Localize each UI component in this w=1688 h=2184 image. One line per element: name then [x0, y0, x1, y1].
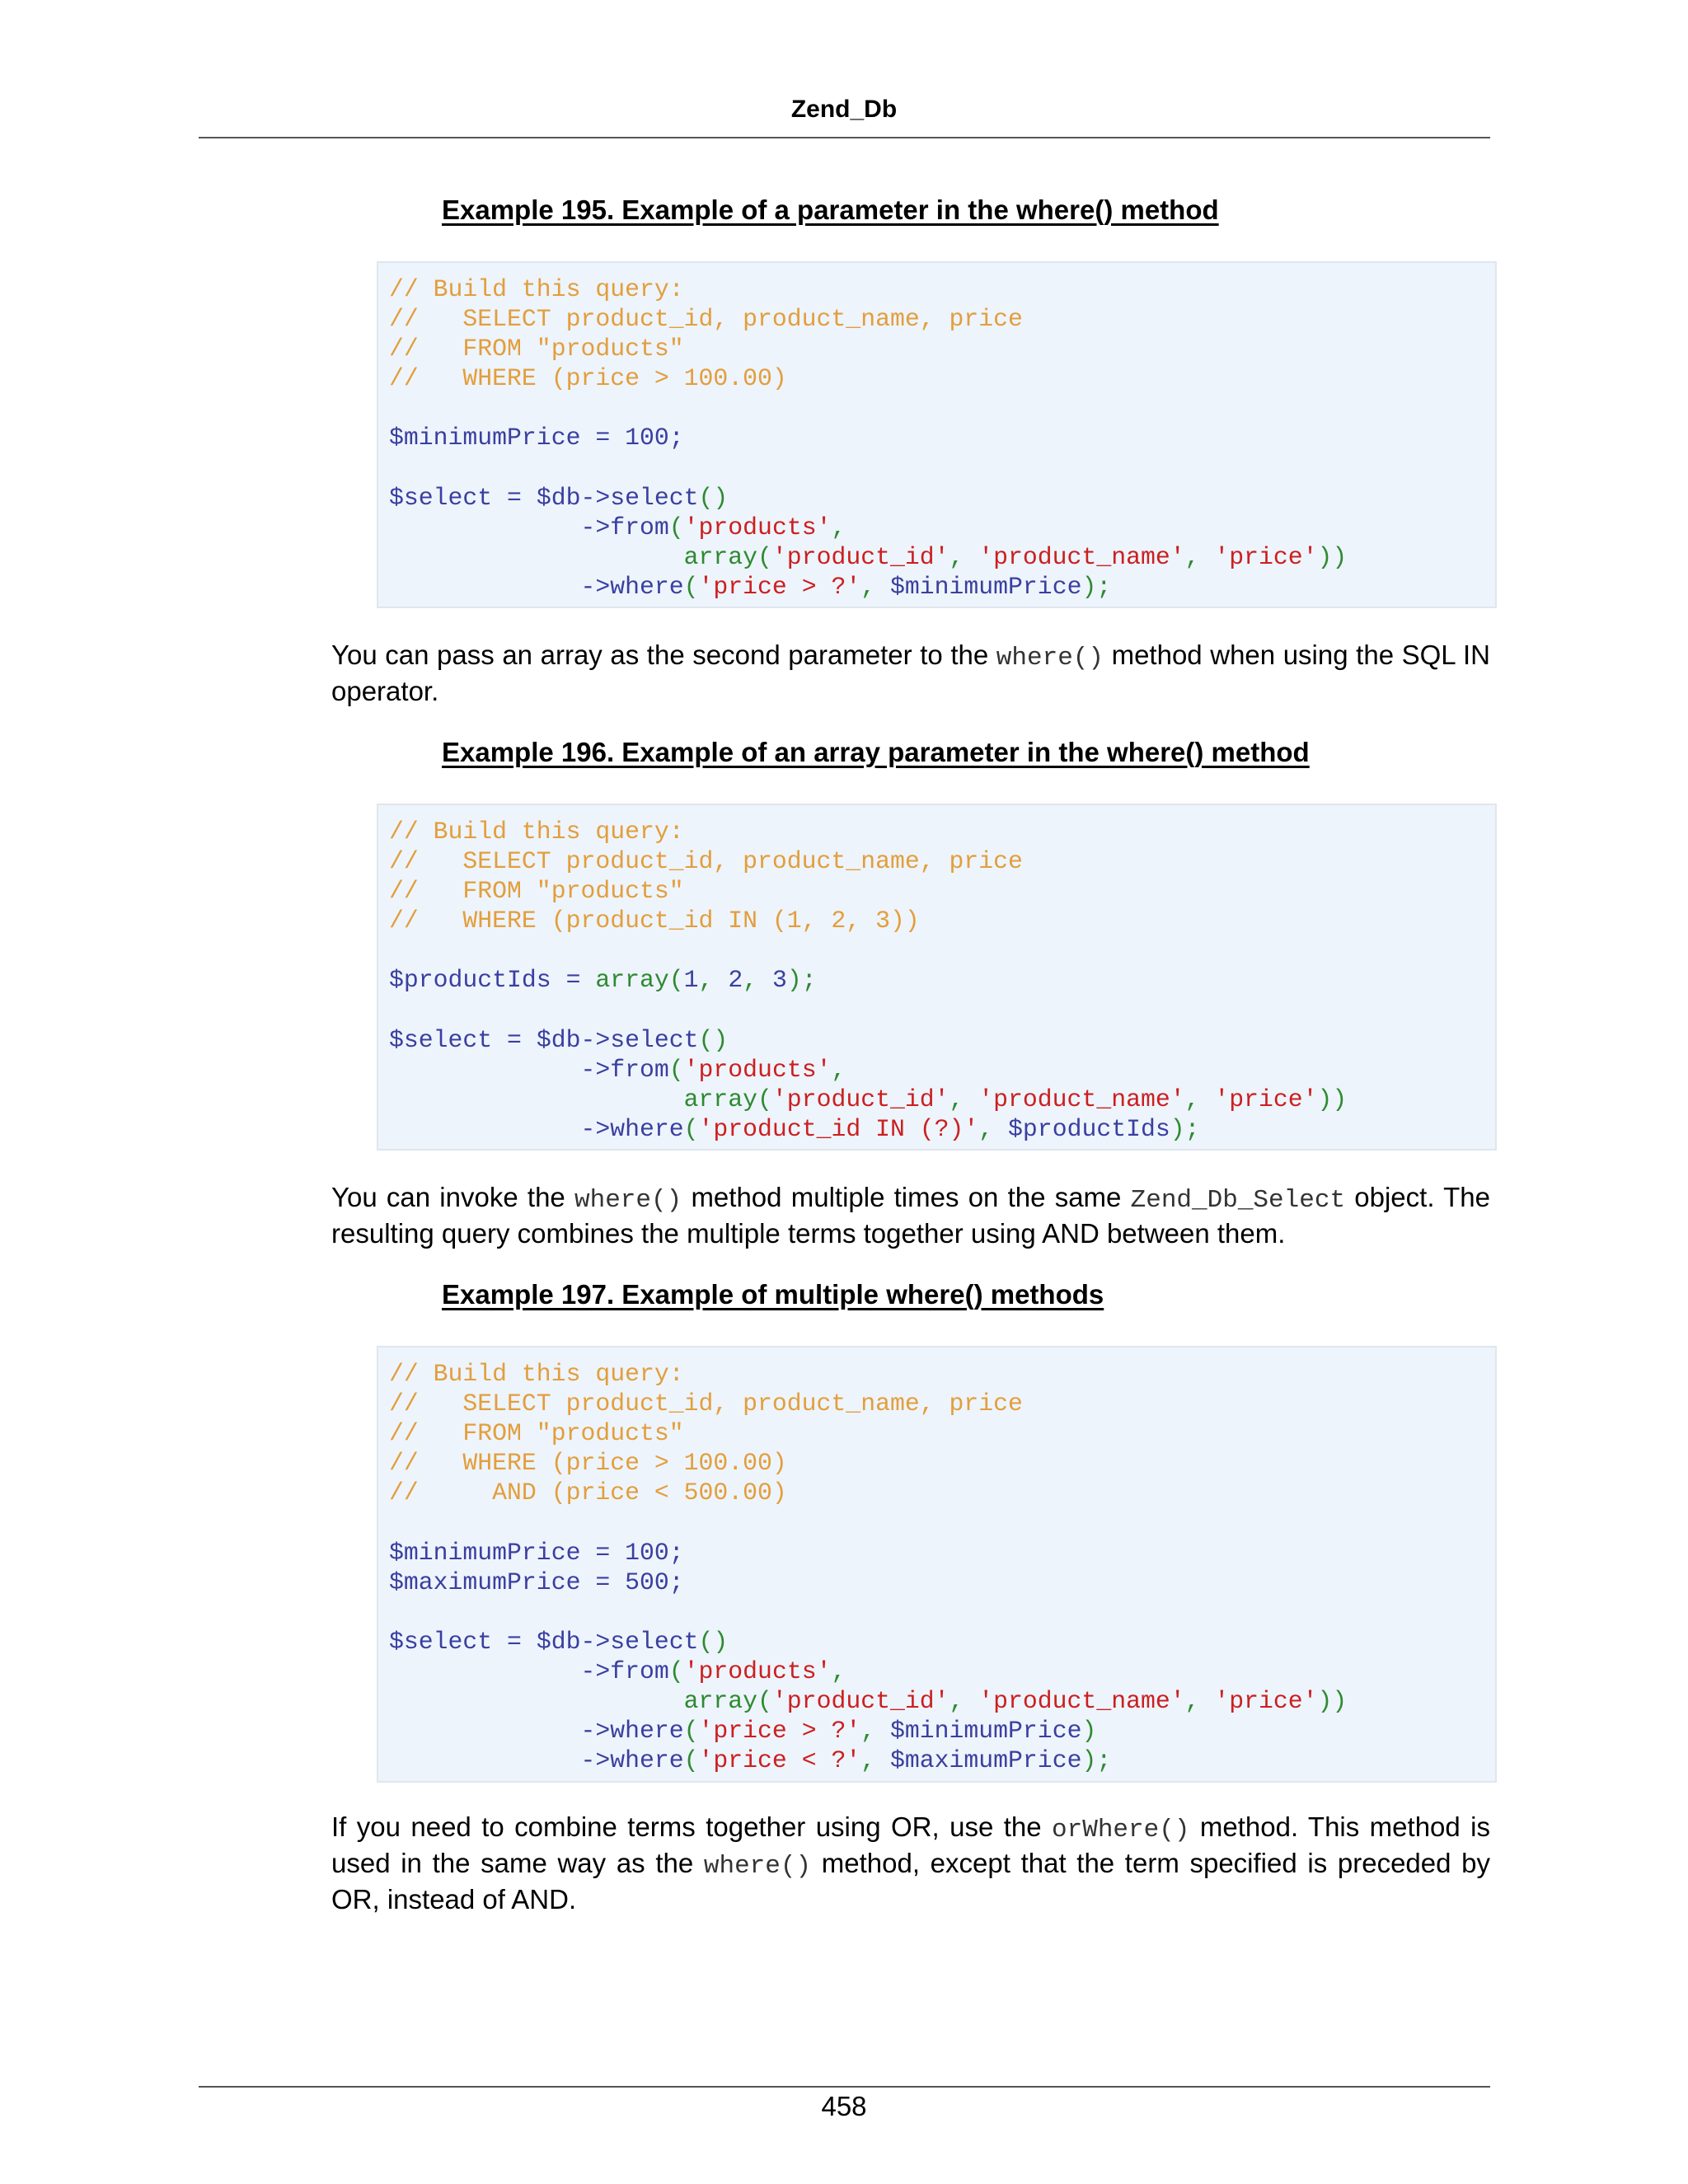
paragraph-orwhere — [331, 1811, 1490, 1916]
code-variable: $maximumPrice — [890, 1746, 1082, 1775]
code-variable: $productIds — [389, 966, 551, 995]
code-indent — [389, 1085, 684, 1113]
code-indent — [389, 573, 580, 601]
paragraph-text: You can pass an array as the second parameter to the — [331, 640, 996, 670]
code-indent — [389, 1657, 580, 1685]
inline-code: orWhere() — [1052, 1816, 1190, 1844]
code-arrow: -> — [580, 572, 611, 601]
code-string: 'product_id IN (?)' — [698, 1114, 979, 1143]
code-operator: = — [580, 1538, 626, 1567]
paragraph-text: If you need to combine terms together using OR, use the — [331, 1811, 1053, 1842]
code-indent — [389, 1115, 580, 1143]
code-comment: // Build this query: — [389, 275, 684, 303]
code-string: 'product_id' — [771, 1687, 950, 1716]
footer-rule — [199, 2086, 1490, 2088]
code-arrow: -> — [580, 1025, 611, 1054]
code-string: 'price < ?' — [698, 1746, 861, 1775]
code-method: from — [610, 1055, 669, 1084]
code-string: 'products' — [683, 1055, 832, 1084]
code-variable: $productIds — [1008, 1114, 1170, 1143]
code-string: 'price > ?' — [698, 572, 861, 601]
code-string: 'product_name' — [978, 542, 1185, 571]
code-variable: $select — [389, 1627, 493, 1656]
code-punct: ; — [668, 424, 684, 452]
paragraph-text: method. This method is used in the same way as the — [331, 1811, 1491, 1878]
code-number: 500 — [625, 1568, 669, 1596]
code-comment: // SELECT product_id, product_name, price — [389, 847, 1023, 876]
code-variable: $db — [536, 483, 581, 512]
code-number: 1 — [683, 966, 699, 995]
code-indent — [389, 1687, 684, 1715]
code-method: where — [610, 1114, 684, 1143]
code-arrow: -> — [580, 1657, 611, 1685]
code-arrow: -> — [580, 1055, 611, 1084]
code-punct: ; — [668, 1568, 684, 1596]
example-195-title: Example 195. Example of a parameter in the where() method — [442, 194, 1219, 225]
code-operator: = — [492, 483, 537, 512]
code-punct: () — [698, 483, 729, 512]
code-variable: $minimumPrice — [890, 572, 1082, 601]
code-string: 'product_name' — [978, 1085, 1185, 1113]
paragraph-text: object. The resulting query combines the multiple terms together using AND between them. — [331, 1182, 1490, 1249]
code-comment: // WHERE (product_id IN (1, 2, 3)) — [389, 907, 920, 935]
code-punct: () — [698, 1627, 729, 1656]
paragraph-text: method, except that the term specified is preceded by OR, instead of AND. — [331, 1848, 1491, 1915]
code-variable: $select — [389, 1025, 493, 1054]
code-arrow: -> — [580, 1717, 611, 1746]
code-indent — [389, 1746, 580, 1774]
code-number: 100 — [625, 1538, 669, 1567]
paragraph-multiple-where — [331, 1181, 1490, 1250]
code-variable: $select — [389, 483, 493, 512]
code-punct: () — [698, 1025, 729, 1054]
code-method: select — [610, 1025, 699, 1054]
code-indent — [389, 543, 684, 571]
code-operator: = — [492, 1025, 537, 1054]
example-196-code: // Build this query: // SELECT product_id, product_name, price // FROM "products" // WHERE (product_id IN (1, 2, 3)) $productIds = array(1, 2, 3); $select = $db->select() ->from('products', array('product_id', 'product_name', 'price')) ->where('product_id IN (?)', $productIds); — [377, 804, 1497, 1151]
code-string: 'price' — [1214, 542, 1318, 571]
code-comment: // Build this query: — [389, 818, 684, 846]
code-variable: $minimumPrice — [890, 1717, 1082, 1746]
code-arrow: -> — [580, 513, 611, 541]
code-comment: // WHERE (price > 100.00) — [389, 364, 787, 393]
inline-code: Zend_Db_Select — [1130, 1186, 1346, 1215]
code-function: array — [683, 1085, 758, 1113]
code-comment: // SELECT product_id, product_name, price — [389, 305, 1023, 334]
header-rule — [199, 137, 1490, 138]
code-string: 'product_id' — [771, 542, 950, 571]
code-number: 100 — [625, 424, 669, 452]
example-197-title: Example 197. Example of multiple where() methods — [442, 1279, 1104, 1310]
code-method: from — [610, 1657, 669, 1685]
code-method: where — [610, 1717, 684, 1746]
code-string: 'product_name' — [978, 1687, 1185, 1716]
code-indent — [389, 513, 580, 541]
inline-code: where() — [574, 1186, 682, 1215]
code-punct: ; — [668, 1538, 684, 1567]
code-string: 'products' — [683, 513, 832, 541]
code-method: select — [610, 1627, 699, 1656]
code-operator: = — [551, 966, 596, 995]
code-method: where — [610, 572, 684, 601]
code-comment: // AND (price < 500.00) — [389, 1479, 787, 1507]
code-comment: // WHERE (price > 100.00) — [389, 1449, 787, 1478]
example-196-title: Example 196. Example of an array parameter in the where() method — [442, 737, 1310, 767]
code-function: array — [683, 542, 758, 571]
paragraph-text: method multiple times on the same — [682, 1182, 1131, 1212]
code-comment: // FROM "products" — [389, 1419, 684, 1448]
example-197-code: // Build this query: // SELECT product_id, product_name, price // FROM "products" // WHERE (price > 100.00) // AND (price < 500.00) $minimumPrice = 100; $maximumPrice = 500; $select = $db->select() ->from('products', array('product_id', 'product_name', 'price')) ->where('price > ?', $minimumPrice) ->where('price < ?', $maximumPrice); — [377, 1346, 1497, 1783]
inline-code: where() — [703, 1852, 812, 1881]
code-comment: // FROM "products" — [389, 335, 684, 363]
code-arrow: -> — [580, 483, 611, 512]
code-operator: = — [580, 424, 626, 452]
page-number: 458 — [821, 2091, 867, 2121]
code-method: select — [610, 483, 699, 512]
code-string: 'product_id' — [771, 1085, 950, 1113]
code-comment: // FROM "products" — [389, 877, 684, 906]
code-variable: $maximumPrice — [389, 1568, 581, 1596]
code-variable: $minimumPrice — [389, 424, 581, 452]
code-arrow: -> — [580, 1627, 611, 1656]
code-function: array — [683, 1687, 758, 1716]
code-number: 2 — [728, 966, 743, 995]
code-operator: = — [580, 1568, 626, 1596]
code-operator: = — [492, 1627, 537, 1656]
code-method: where — [610, 1746, 684, 1775]
paragraph-text: You can invoke the — [331, 1182, 574, 1212]
code-arrow: -> — [580, 1114, 611, 1143]
code-variable: $db — [536, 1025, 581, 1054]
code-method: from — [610, 513, 669, 541]
code-comment: // SELECT product_id, product_name, price — [389, 1390, 1023, 1418]
running-header: Zend_Db — [790, 96, 898, 123]
code-indent — [389, 1056, 580, 1084]
code-comment: // Build this query: — [389, 1360, 684, 1388]
code-string: 'price > ?' — [698, 1717, 861, 1746]
code-arrow: -> — [580, 1746, 611, 1775]
code-string: 'products' — [683, 1657, 832, 1685]
inline-code: where() — [996, 644, 1104, 673]
code-function: array — [595, 966, 669, 995]
code-indent — [389, 1717, 580, 1745]
example-195-code: // Build this query: // SELECT product_id, product_name, price // FROM "products" // WHERE (price > 100.00) $minimumPrice = 100; $select = $db->select() ->from('products', array('product_id', 'product_name', 'price')) ->where('price > ?', $minimumPrice); — [377, 261, 1497, 608]
code-number: 3 — [771, 966, 787, 995]
paragraph-array-parameter — [331, 639, 1490, 708]
code-string: 'price' — [1214, 1085, 1318, 1113]
paragraph-text: method when using the SQL IN operator. — [331, 640, 1491, 706]
code-string: 'price' — [1214, 1687, 1318, 1716]
code-variable: $db — [536, 1627, 581, 1656]
code-variable: $minimumPrice — [389, 1538, 581, 1567]
